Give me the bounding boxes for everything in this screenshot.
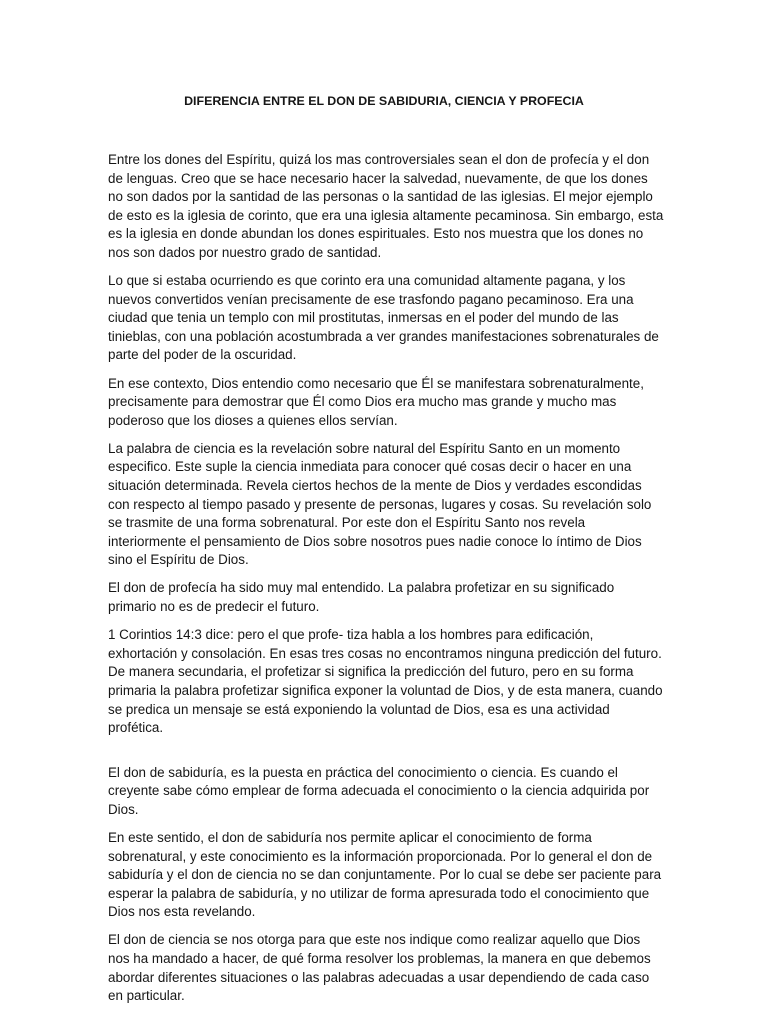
paragraph: Lo que si estaba ocurriendo es que corinto era una comunidad altamente pagana, y los nuevos convertidos venían precisamente de ese trasfondo pagano pecaminoso. Era una ciudad que tenia un templo con mil prostitutas, inmersas en el poder del mundo de las tinieblas, con una población acostumbrada a ver grandes manifestaciones sobrenaturales de parte del poder de la oscuridad. [108, 273, 659, 363]
paragraph: El don de profecía ha sido muy mal entendido. La palabra profetizar en su significado primario no es de predecir el futuro. [108, 580, 615, 615]
paragraph: El don de ciencia se nos otorga para que este nos indique como realizar aquello que Dios nos ha mandado a hacer, de qué forma resolver los problemas, la manera en que debemos abordar diferentes situaciones o las palabras adecuadas a usar dependiendo de cada caso en particular. [108, 932, 651, 1004]
paragraph: La palabra de ciencia es la revelación sobre natural del Espíritu Santo en un momento especifico. Este suple la ciencia inmediata para conocer qué cosas decir o hacer en una situación determinada. Revela ciertos hechos de la mente de Dios y verdades escondidas con respecto al tiempo pasado y presente de personas, lugares y cosas. Su revelación solo se trasmite de una forma sobrenatural. Por este don el Espíritu Santo nos revela interiormente el pensamiento de Dios sobre nosotros pues nadie conoce lo íntimo de Dios sino el Espíritu de Dios. [108, 440, 652, 568]
document-body [108, 151, 664, 1015]
paragraph: Entre los dones del Espíritu, quizá los mas controversiales sean el don de profecía y el don de lenguas. Creo que se hace necesario hacer la salvedad, nuevamente, de que los dones no son dados por la santidad de las personas o la santidad de las iglesias. El mejor ejemplo de esto es la iglesia de corinto, que era una iglesia altamente pecaminosa. Sin embargo, esta es la iglesia en donde abundan los dones espirituales. Esto nos muestra que los dones no nos son dados por nuestro grado de santidad. [108, 152, 664, 260]
paragraph: En ese contexto, Dios entendio como necesario que Él se manifestara sobrenaturalmente, precisamente para demostrar que Él como Dios era mucho mas grande y mucho mas poderoso que los dioses a quienes ellos servían. [108, 375, 644, 428]
paragraph: En este sentido, el don de sabiduría nos permite aplicar el conocimiento de forma sobrenatural, y este conocimiento es la información proporcionada. Por lo general el don de sabiduría y el don de ciencia no se dan conjuntamente. Por lo cual se debe ser paciente para esperar la palabra de sabiduría, y no utilizar de forma apresurada todo el conocimiento que Dios nos esta revelando. [108, 830, 662, 920]
paragraph: 1 Corintios 14:3 dice: pero el que profe- tiza habla a los hombres para edificación, exhortación y consolación. En esas tres cosas no encontramos ninguna predicción del futuro. De manera secundaria, el profetizar si significa la predicción del futuro, pero en su forma primaria la palabra profetizar significa exponer la voluntad de Dios, y de esta manera, cuando se predica un mensaje se está exponiendo la voluntad de Dios, esa es una actividad profética. [108, 627, 663, 736]
paragraph: El don de sabiduría, es la puesta en práctica del conocimiento o ciencia. Es cuando el creyente sabe cómo emplear de forma adecuada el conocimiento o la ciencia adquirida por Dios. [108, 764, 650, 817]
document-title: DIFERENCIA ENTRE EL DON DE SABIDURIA, CIENCIA Y PROFECIA [184, 94, 584, 108]
